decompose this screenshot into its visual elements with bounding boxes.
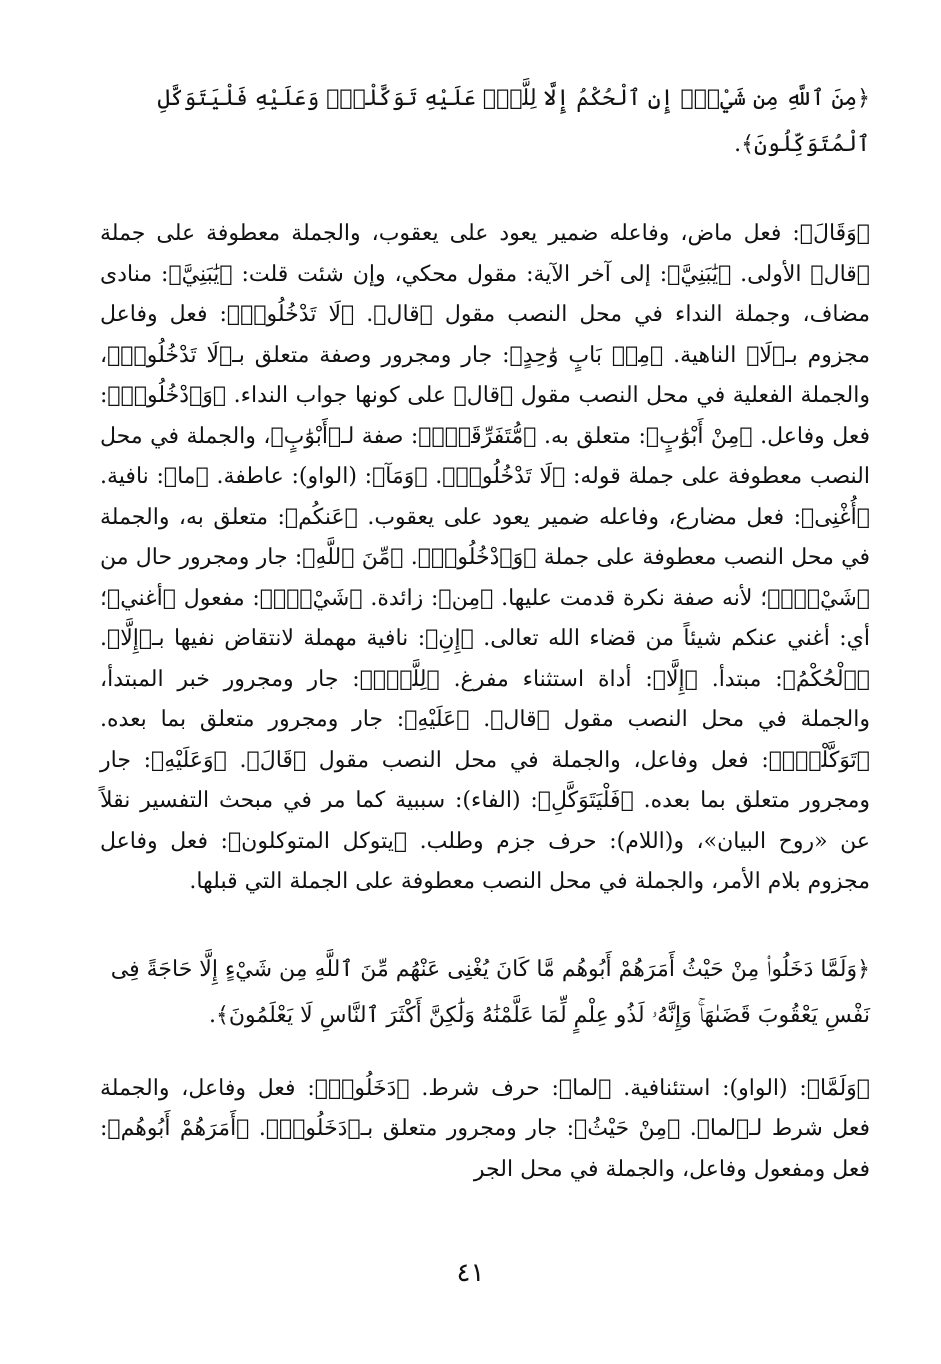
quran-verse-2: ﴿وَلَمَّا دَخَلُوا۟ مِنْ حَيْثُ أَمَرَهُمْ أَبُوهُم مَّا كَانَ يُغْنِى عَنْهُم مِّنَ ٱللَّهِ مِن شَيْءٍ إِلَّا حَاجَةً فِى نَفْسِ يَعْقُوبَ قَضَىٰهَاۚ وَإِنَّهُۥ لَذُو عِلْمٍ لِّمَا عَلَّمْنَٰهُ وَلَٰكِنَّ أَكْثَرَ ٱلنَّاسِ لَا يَعْلَمُونَ﴾. — [110, 956, 870, 1028]
spacer — [100, 168, 870, 214]
page-content — [100, 76, 870, 1190]
spacer — [100, 903, 870, 947]
spacer — [100, 1039, 870, 1069]
parsing-paragraph-2: ﴿وَلَمَّا﴾: (الواو): استئنافية. ﴿لما﴾: حرف شرط. ﴿دَخَلُوا۟﴾: فعل وفاعل، والجملة فعل شرط لـ﴿لما﴾. ﴿مِنْ حَيْثُ﴾: جار ومجرور متعلق بـ﴿دَخَلُوا۟﴾. ﴿أَمَرَهُمْ أَبُوهُم﴾: فعل ومفعول وفاعل، والجملة في محل الجر — [100, 1075, 870, 1182]
parsing-paragraph-1: ﴿وَقَالَ﴾: فعل ماض، وفاعله ضمير يعود على يعقوب، والجملة معطوفة على جملة ﴿قال﴾ الأولى. ﴿يَٰبَنِيَّ﴾: إلى آخر الآية: مقول محكي، وإن شئت قلت: ﴿يَٰبَنِيَّ﴾: منادى مضاف، وجملة النداء في محل النصب مقول ﴿قال﴾. ﴿لَا تَدْخُلُوا۟﴾: فعل وفاعل مجزوم بـ﴿لَا﴾ الناهية. ﴿مِنۢ بَابٍ وَٰحِدٍ﴾: جار ومجرور وصفة متعلق بـ﴿لَا تَدْخُلُوا۟﴾، والجملة الفعلية في محل النصب مقول ﴿قال﴾ على كونها جواب النداء. ﴿وَٱدْخُلُوا۟﴾: فعل وفاعل. ﴿مِنْ أَبْوَٰبٍ﴾: متعلق به. ﴿مُّتَفَرِّقَةٍۖ﴾: صفة لـ﴿أَبْوَٰبٍ﴾، والجملة في محل النصب معطوفة على جملة قوله: ﴿لَا تَدْخُلُوا۟﴾. ﴿وَمَآ﴾: (الواو): عاطفة. ﴿ما﴾: نافية. ﴿أُغْنِى﴾: فعل مضارع، وفاعله ضمير يعود على يعقوب. ﴿عَنكُم﴾: متعلق به، والجملة في محل النصب معطوفة على جملة ﴿وَٱدْخُلُوا۟﴾. ﴿مِّنَ ٱللَّهِ﴾: جار ومجرور حال من ﴿شَيْءٍۖ﴾؛ لأنه صفة نكرة قدمت عليها. ﴿مِن﴾: زائدة. ﴿شَيْءٍۖ﴾: مفعول ﴿أغني﴾؛ أي: أغني عنكم شيئاً من قضاء الله تعالى. ﴿إِنِ﴾: نافية مهملة لانتقاض نفيها بـ﴿إِلَّا﴾. ﴿ٱلْحُكْمُ﴾: مبتدأ. ﴿إِلَّا﴾: أداة استثناء مفرغ. ﴿لِلَّهِۖ﴾: جار ومجرور خبر المبتدأ، والجملة في محل النصب مقول ﴿قال﴾. ﴿عَلَيْهِ﴾: جار ومجرور متعلق بما بعده. ﴿تَوَكَّلْتُۖ﴾: فعل وفاعل، والجملة في محل النصب مقول ﴿قَالَ﴾. ﴿وَعَلَيْهِ﴾: جار ومجرور متعلق بما بعده. ﴿فَلْيَتَوَكَّلِ﴾: (الفاء): سببية كما مر في مبحث التفسير نقلاً عن «روح البيان»، و(اللام): حرف جزم وطلب. ﴿يتوكل المتوكلون﴾: فعل وفاعل مجزوم بلام الأمر، والجملة في محل النصب معطوفة على الجملة التي قبلها. — [100, 221, 870, 894]
quran-verse-top: ﴿مِنَ ٱللَّهِ مِن شَيْءٍۖ إِنِ ٱلْحُكْمُ إِلَّا لِلَّهِۖ عَلَيْهِ تَوَكَّلْتُۖ وَعَلَيْهِ فَلْيَتَوَكَّلِ ٱلْمُتَوَكِّلُونَ﴾. — [157, 86, 870, 157]
page-number: ٤١ — [456, 1258, 485, 1288]
